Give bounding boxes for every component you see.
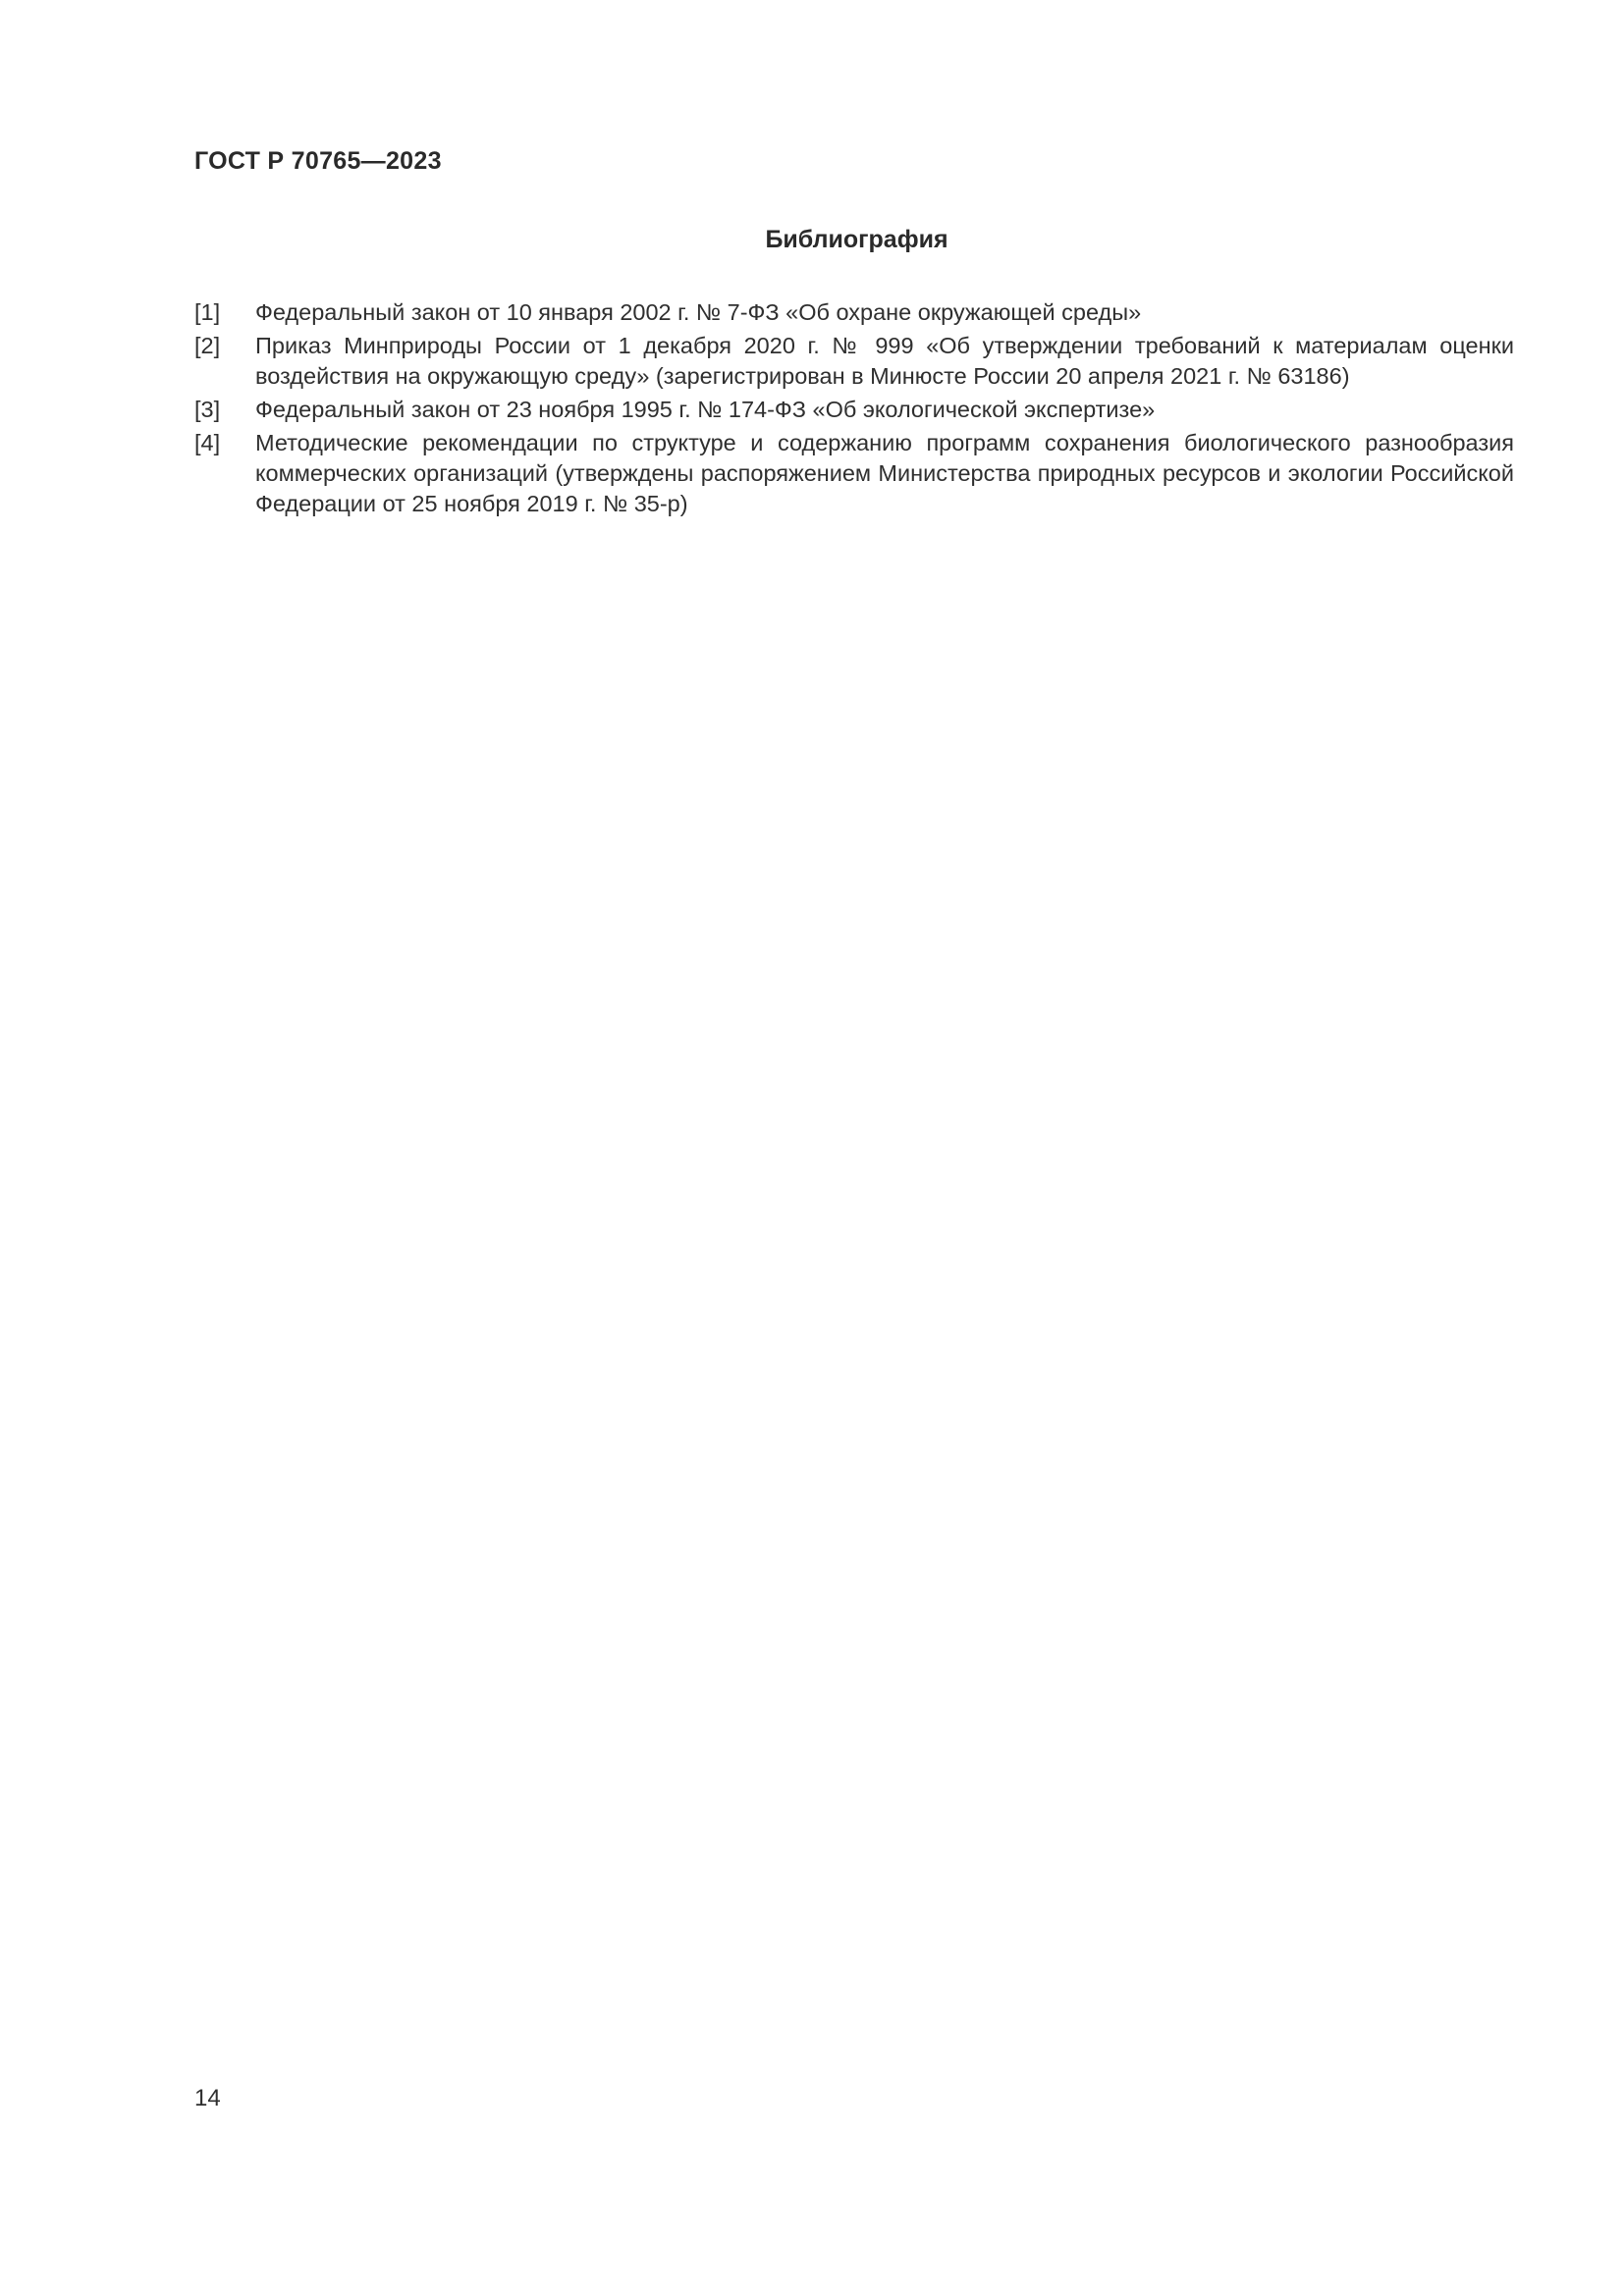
section-title: Библиография — [765, 226, 948, 253]
bibliography-item — [194, 395, 1514, 425]
bibliography-item-text: Методические рекомендации по структуре и содержанию программ сохранения биологического разнообразия коммерческих организаций (утверждены распоряжением Министерства природных ресурсов и экологии Российской Федерации от 25 ноября 2019 г. № 35-р) — [255, 430, 1514, 516]
bibliography-item-text: Федеральный закон от 23 ноября 1995 г. № 174-ФЗ «Об экологической экспертизе» — [255, 397, 1156, 422]
bibliography-item — [194, 428, 1514, 519]
bibliography-item — [194, 297, 1514, 328]
bibliography-item-number: [4] — [194, 430, 221, 455]
bibliography-item-text: Федеральный закон от 10 января 2002 г. № 7-ФЗ «Об охране окружающей среды» — [255, 299, 1142, 325]
bibliography-item-text: Приказ Минприроды России от 1 декабря 2020 г. № 999 «Об утверждении требований к материалам оценки воздействия на окружающую среду» (зарегистрирован в Минюсте России 20 апреля 2021 г. № 63186) — [255, 333, 1514, 389]
bibliography-list — [194, 297, 1514, 522]
bibliography-item-number: [2] — [194, 333, 221, 358]
page-number: 14 — [194, 2085, 221, 2111]
bibliography-item-number: [3] — [194, 397, 221, 422]
bibliography-item-number: [1] — [194, 299, 221, 325]
document-header: ГОСТ Р 70765—2023 — [194, 147, 442, 175]
bibliography-item — [194, 331, 1514, 392]
